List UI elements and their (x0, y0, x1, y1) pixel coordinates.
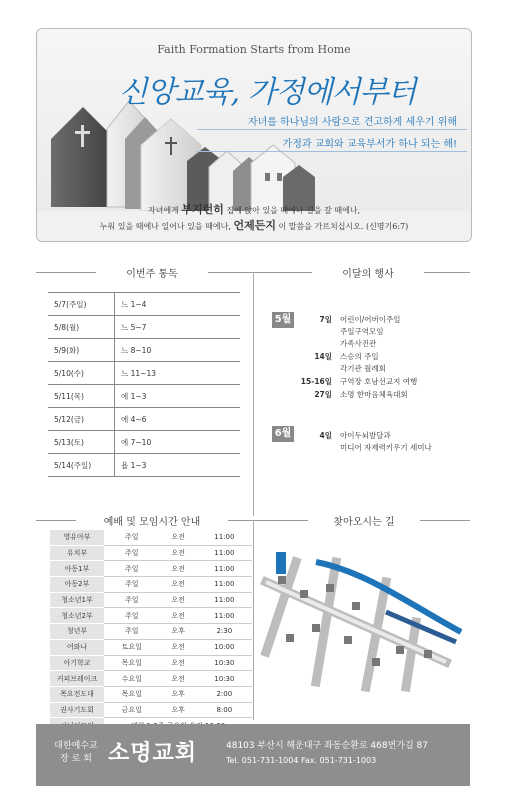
worship-row (50, 702, 252, 718)
banner (36, 28, 472, 242)
meeting-day: 주일 (104, 530, 160, 545)
worship-row (50, 671, 252, 687)
column-divider (253, 520, 254, 720)
weekly-reading-row (48, 316, 240, 339)
verse-emphasis: 부지런히 (181, 203, 224, 216)
worship-schedule-table (50, 530, 252, 734)
denomination (50, 740, 102, 766)
reading-date: 5/12(금) (48, 408, 115, 431)
banner-subtitle-1: 자녀를 하나님의 사람으로 견고하게 세우기 위해 (247, 117, 457, 128)
banner-korean-title: 신앙교육, 가정에서부터 (118, 75, 416, 110)
event-text: 아이두뇌발달과 (340, 431, 391, 440)
meeting-day: 주일 (104, 577, 160, 593)
event-item (268, 351, 468, 375)
event-item (268, 430, 468, 454)
weekly-reading-row (48, 408, 240, 431)
event-text: 가족사진관 (340, 339, 377, 348)
verse-emphasis: 언제든지 (233, 219, 276, 232)
event-text: 어린이/어버이주일 (340, 315, 401, 324)
worship-row (50, 686, 252, 702)
reading-date: 5/14(주일) (48, 454, 115, 477)
reading-passage: 에 7~10 (115, 431, 241, 454)
weekly-reading-table (48, 292, 240, 477)
weekly-reading-title: 이번주 통독 (96, 265, 208, 280)
meeting-day: 주일 (104, 624, 160, 640)
meeting-time: 11:00 (197, 592, 252, 608)
meeting-day: 주일 (104, 545, 160, 561)
meeting-time: 11:00 (197, 608, 252, 624)
reading-date: 5/13(토) (48, 431, 115, 454)
event-day: 27일 (314, 390, 332, 399)
meeting-day: 목요일 (104, 686, 160, 702)
meeting-ampm: 오후 (160, 686, 197, 702)
weekly-reading-row (48, 293, 240, 316)
meeting-ampm: 오전 (160, 639, 197, 655)
reading-passage: 에 4~6 (115, 408, 241, 431)
reading-date: 5/11(목) (48, 385, 115, 408)
meeting-name: 청소년2부 (50, 608, 104, 624)
banner-verse-line-1 (37, 201, 471, 217)
worship-row (50, 624, 252, 640)
weekly-reading-row (48, 431, 240, 454)
worship-row (50, 639, 252, 655)
meeting-ampm: 오전 (160, 655, 197, 671)
denomination-line-2: 장 로 회 (60, 754, 92, 764)
meeting-ampm: 오전 (160, 671, 197, 687)
subtitle-underline (197, 129, 467, 130)
meeting-time: 10:30 (197, 671, 252, 687)
event-text: 미디어 자제력키우기 세미나 (340, 443, 432, 452)
reading-passage: 욥 1~3 (115, 454, 241, 477)
directions-title: 찾아오시는 길 (308, 513, 420, 528)
event-day: 14일 (314, 352, 332, 361)
meeting-time: 2:30 (197, 624, 252, 640)
reading-passage: 느 5~7 (115, 316, 241, 339)
weekly-reading-row (48, 362, 240, 385)
meeting-name: 유치부 (50, 545, 104, 561)
event-item (268, 376, 468, 388)
meeting-name: 어와나 (50, 639, 104, 655)
subtitle-underline (197, 151, 467, 152)
meeting-name: 영유아부 (50, 530, 104, 545)
meeting-ampm: 오전 (160, 561, 197, 577)
event-text: 스승의 주일 (340, 352, 379, 361)
reading-date: 5/8(월) (48, 316, 115, 339)
meeting-day: 수요일 (104, 671, 160, 687)
event-item (268, 389, 468, 401)
meeting-time: 11:00 (197, 530, 252, 545)
meeting-time: 11:00 (197, 561, 252, 577)
meeting-ampm: 오후 (160, 702, 197, 718)
meeting-ampm: 오전 (160, 592, 197, 608)
worship-schedule-title: 예배 및 모임시간 안내 (76, 513, 228, 528)
meeting-time: 8:00 (197, 702, 252, 718)
event-text: 주일구역모임 (340, 327, 384, 336)
reading-date: 5/7(주일) (48, 293, 115, 316)
meeting-name: 커피브레이크 (50, 671, 104, 687)
church-address: 48103 부산시 해운대구 좌동순환로 468번가길 87 (226, 741, 428, 751)
meeting-day: 주일 (104, 592, 160, 608)
meeting-name: 아동1부 (50, 561, 104, 577)
reading-passage: 느 11~13 (115, 362, 241, 385)
worship-row (50, 608, 252, 624)
event-text: 소명 한마음체육대회 (340, 390, 408, 399)
reading-passage: 에 1~3 (115, 385, 241, 408)
meeting-day: 금요일 (104, 702, 160, 718)
reading-passage: 느 8~10 (115, 339, 241, 362)
meeting-name: 권사기도회 (50, 702, 104, 718)
event-text: 각기관 월례회 (340, 364, 386, 373)
meeting-day: 목요일 (104, 655, 160, 671)
worship-row (50, 577, 252, 593)
verse-text: 자녀에게 (147, 206, 182, 215)
verse-text: 이 말씀을 가르치십시오. (신명기6:7) (275, 222, 409, 231)
banner-subtitle-2: 가정과 교회와 교육부서가 하나 되는 해! (282, 139, 457, 150)
church-contact: Tel. 051-731-1004 Fax. 051-731-1003 (226, 756, 377, 765)
meeting-time: 10:30 (197, 655, 252, 671)
church-name: 소명교회 (108, 741, 198, 766)
meeting-ampm: 오후 (160, 624, 197, 640)
column-divider (253, 272, 254, 516)
meeting-time: 2:00 (197, 686, 252, 702)
directions-map (256, 542, 466, 692)
meeting-name: 청년부 (50, 624, 104, 640)
meeting-ampm: 오전 (160, 545, 197, 561)
worship-row (50, 592, 252, 608)
meeting-ampm: 오전 (160, 577, 197, 593)
worship-row (50, 530, 252, 545)
month-badge-may: 5월 (272, 312, 294, 328)
weekly-reading-row (48, 385, 240, 408)
denomination-line-1: 대한예수교 (54, 741, 98, 751)
reading-passage: 느 1~4 (115, 293, 241, 316)
meeting-day: 주일 (104, 608, 160, 624)
banner-english-title: Faith Formation Starts from Home (157, 43, 351, 56)
verse-text: 집에 앉아 있을 때에나 길을 갈 때에나, (223, 206, 361, 215)
church-location-marker (276, 552, 286, 574)
meeting-time: 11:00 (197, 545, 252, 561)
footer (36, 724, 470, 786)
event-day: 15-16일 (300, 377, 332, 386)
weekly-reading-row (48, 454, 240, 477)
meeting-name: 아동2부 (50, 577, 104, 593)
event-item (268, 314, 468, 350)
meeting-name: 아기학교 (50, 655, 104, 671)
banner-verse-line-2 (37, 217, 471, 233)
meeting-ampm: 오전 (160, 530, 197, 545)
event-text: 구역장 호남선교지 여행 (340, 377, 418, 386)
reading-date: 5/10(수) (48, 362, 115, 385)
meeting-day: 주일 (104, 561, 160, 577)
may-events-list (268, 314, 468, 402)
june-events-list (268, 430, 468, 455)
reading-date: 5/9(화) (48, 339, 115, 362)
month-badge-june: 6월 (272, 426, 294, 442)
meeting-time: 10:00 (197, 639, 252, 655)
worship-row (50, 561, 252, 577)
monthly-events-title: 이달의 행사 (312, 265, 424, 280)
worship-row (50, 655, 252, 671)
meeting-name: 목요전도대 (50, 686, 104, 702)
info-panel (36, 262, 470, 786)
weekly-reading-row (48, 339, 240, 362)
event-day: 4일 (319, 431, 332, 440)
event-day: 7일 (319, 315, 332, 324)
meeting-ampm: 오전 (160, 608, 197, 624)
meeting-day: 토요일 (104, 639, 160, 655)
verse-text: 누워 있을 때에나 일어나 있을 때에나, (99, 222, 234, 231)
meeting-time: 11:00 (197, 577, 252, 593)
meeting-name: 청소년1부 (50, 592, 104, 608)
worship-row (50, 545, 252, 561)
